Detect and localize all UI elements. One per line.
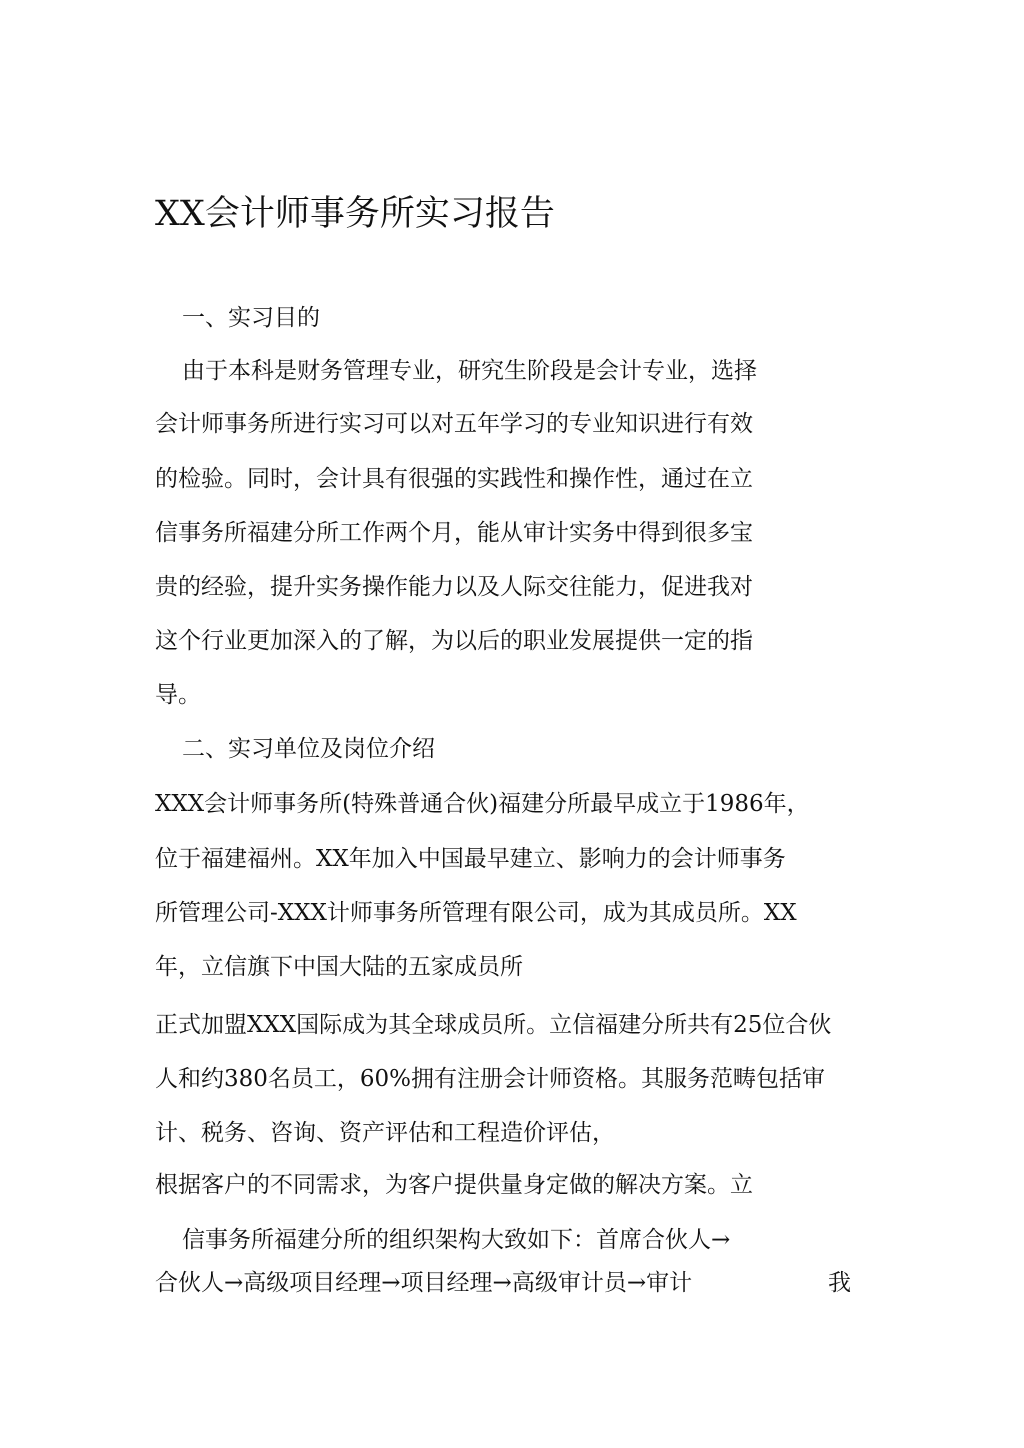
paragraph-line: 导。 [155,682,201,708]
paragraph-line: 合伙人→高级项目经理→项目经理→高级审计员→审计 [155,1270,693,1296]
paragraph-line: 会计师事务所进行实习可以对五年学习的专业知识进行有效 [155,411,753,437]
document-title: XX会计师事务所实习报告 [155,194,555,234]
section-heading-purpose: 一、实习目的 [182,305,320,331]
paragraph-line: 位于福建福州。XX年加入中国最早建立、影响力的会计师事务 [155,846,786,872]
trailing-word: 我 [828,1270,851,1296]
paragraph-line: 贵的经验，提升实务操作能力以及人际交往能力，促进我对 [155,574,753,600]
paragraph-line: 所管理公司-XXX计师事务所管理有限公司，成为其成员所。XX [155,900,797,926]
paragraph-line: 由于本科是财务管理专业，研究生阶段是会计专业，选择 [182,358,757,384]
paragraph-line: XXX会计师事务所(特殊普通合伙)福建分所最早成立于1986年， [155,791,810,817]
paragraph-line: 年，立信旗下中国大陆的五家成员所 [155,954,523,980]
paragraph-line: 的检验。同时，会计具有很强的实践性和操作性，通过在立 [155,466,753,492]
section-heading-unit: 二、实习单位及岗位介绍 [182,736,435,762]
paragraph-line: 信事务所福建分所工作两个月，能从审计实务中得到很多宝 [155,520,753,546]
paragraph-line: 根据客户的不同需求，为客户提供量身定做的解决方案。立 [155,1172,753,1198]
paragraph-line: 计、税务、咨询、资产评估和工程造价评估， [155,1120,615,1146]
paragraph-line: 信事务所福建分所的组织架构大致如下：首席合伙人→ [182,1227,731,1253]
paragraph-line: 人和约380名员工，60%拥有注册会计师资格。其服务范畴包括审 [155,1066,826,1092]
paragraph-line: 这个行业更加深入的了解，为以后的职业发展提供一定的指 [155,628,753,654]
paragraph-line: 正式加盟XXX国际成为其全球成员所。立信福建分所共有25位合伙 [155,1012,832,1038]
